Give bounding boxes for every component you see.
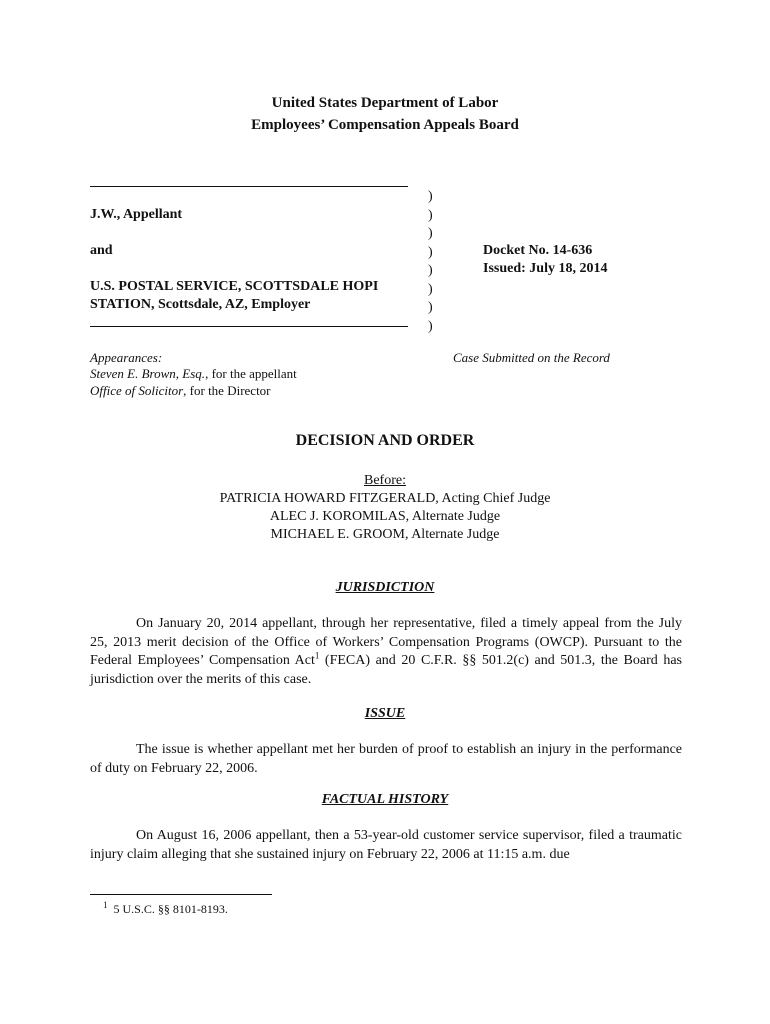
issue-text: The issue is whether appellant met her burden of proof to establish an injury in the performance of duty on February 22, 2006. [90,742,682,776]
board-name: Employees’ Compensation Appeals Board [251,117,519,133]
panel-before: Before: [364,473,406,488]
footnote [103,902,228,917]
solicitor-name: Office of Solicitor [90,383,184,398]
paren: ) [428,189,433,204]
case-submitted: Case Submitted on the Record [453,350,610,365]
footnote-number: 1 [103,900,108,910]
judge-2: ALEC J. KOROMILAS, Alternate Judge [269,509,501,524]
factual-history-text: On August 16, 2006 appellant, then a 53-year-old customer service supervisor, filed a traumatic injury claim alleging that she sustained injury on February 22, 2006 at 11:15 a.m. due [90,828,682,862]
paren: ) [428,318,433,334]
footnote-text: 5 U.S.C. §§ 8101-8193. [113,902,228,916]
footnote-ref[interactable]: 1 [314,650,320,661]
caption-top-rule [90,186,408,187]
paren: ) [428,207,433,223]
decision-title: DECISION AND ORDER [295,432,475,449]
caption-parentheses [428,188,433,336]
agency-name: United States Department of Labor [271,95,499,111]
jurisdiction-text-b: (FECA) and 20 C.F.R. §§ 501.2(c) and 501.3, the Board has jurisdiction over the merits of this case. [90,653,682,687]
issued-date: Issued: July 18, 2014 [483,261,608,276]
employer-line-1: U.S. POSTAL SERVICE, SCOTTSDALE HOPI [90,279,379,294]
footnote-rule [90,894,272,895]
appearance-director [90,383,271,399]
paren: ) [428,226,433,241]
judge-1: PATRICIA HOWARD FITZGERALD, Acting Chief Judge [219,491,551,506]
issue-heading: ISSUE [364,706,406,721]
paren: ) [428,263,433,278]
caption-and: and [90,243,113,258]
issue-paragraph [90,741,682,778]
solicitor-role: , for the Director [183,383,271,398]
appellant-name: J.W., Appellant [90,207,183,222]
paren: ) [428,244,433,260]
jurisdiction-paragraph [90,615,682,689]
caption-bottom-rule [90,326,408,327]
paren: ) [428,300,433,315]
factual-history-heading: FACTUAL HISTORY [321,792,449,807]
paren: ) [428,281,433,297]
rep-name: Steven E. Brown, Esq. [90,366,206,381]
appearances-label: Appearances: [90,350,163,365]
docket-number: Docket No. 14-636 [483,243,593,258]
judge-3: MICHAEL E. GROOM, Alternate Judge [270,527,500,542]
rep-role: , for the appellant [205,366,297,381]
appearance-appellant [90,366,297,382]
factual-history-paragraph [90,827,682,864]
jurisdiction-text-a: On January 20, 2014 appellant, through her representative, filed a timely appeal from the July 25, 2013 merit decision of the Office of Workers’ Compensation Programs (OWCP). Pursuant to the Federal Employees’ Compensation Act [90,616,682,668]
jurisdiction-heading: JURISDICTION [335,580,435,595]
employer-line-2: STATION, Scottsdale, AZ, Employer [90,297,311,312]
